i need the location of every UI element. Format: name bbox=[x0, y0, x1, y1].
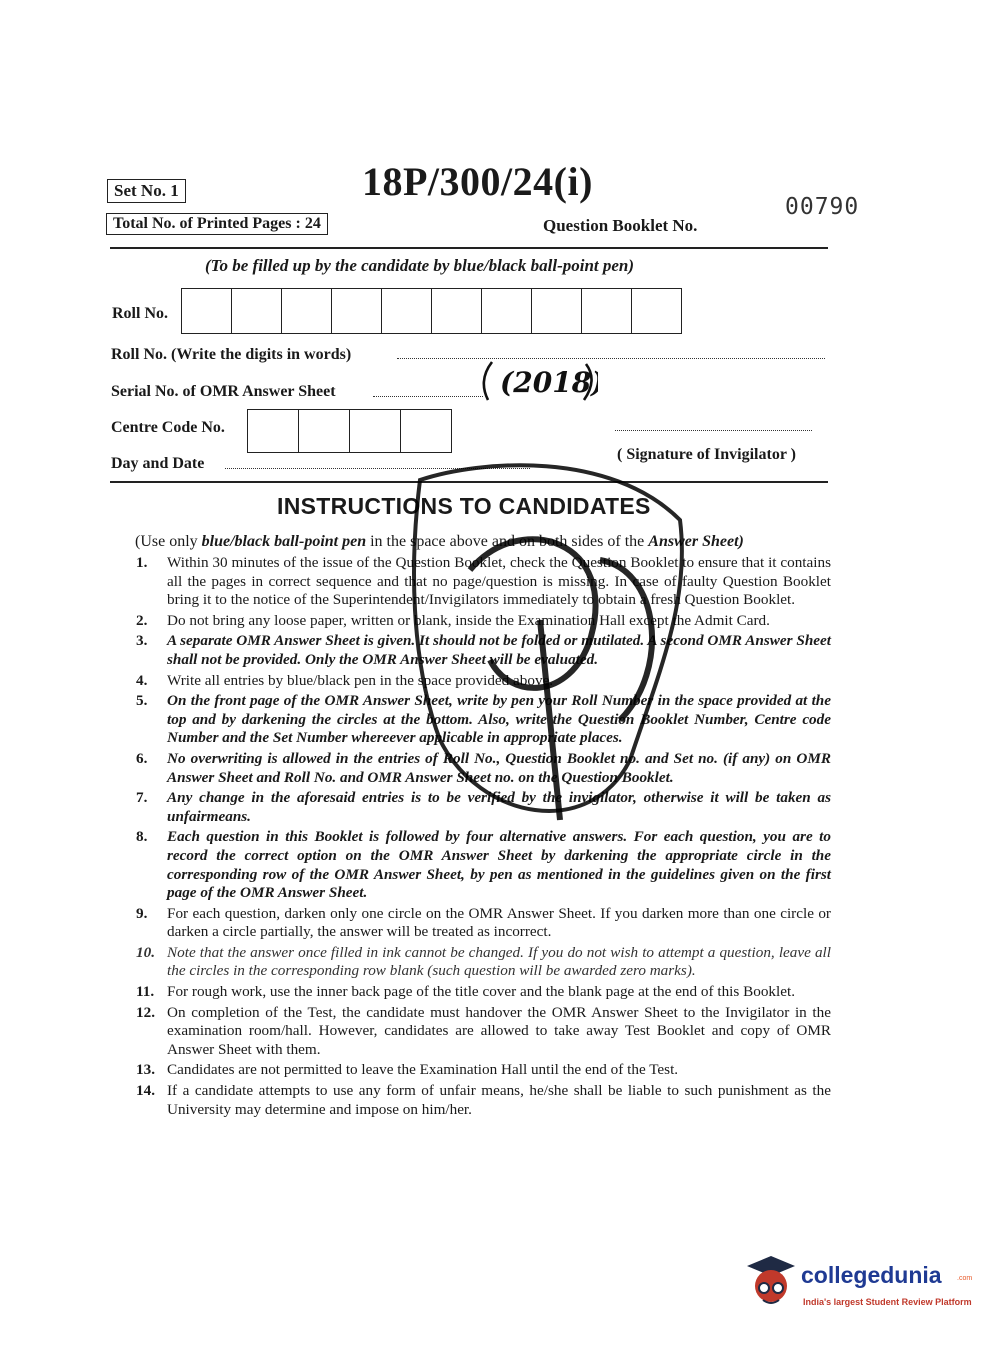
instruction-number: 11. bbox=[136, 983, 155, 1001]
roll-cell[interactable] bbox=[382, 289, 432, 333]
centre-cell[interactable] bbox=[299, 410, 350, 452]
brand-domain: .com bbox=[957, 1275, 973, 1282]
instruction-text: Any change in the aforesaid entries is to be verified by the invigilator, otherwise it will be taken as unfairmeans. bbox=[167, 789, 831, 825]
instruction-text: On the front page of the OMR Answer Sheet, write by pen your Roll Number in the space provided at the top and by darkening the circles at the bottom. Also, write the Question Booklet Number, Centre code Number and the Set Number whereever applicable in appropriate places. bbox=[167, 692, 831, 747]
centre-cell[interactable] bbox=[401, 410, 451, 452]
booklet-label: Question Booklet No. bbox=[543, 216, 698, 235]
instruction-number: 3. bbox=[136, 632, 148, 650]
booklet-number: 00790 bbox=[785, 194, 860, 220]
omr-serial-label: Serial No. of OMR Answer Sheet bbox=[111, 383, 336, 400]
instructions-heading: INSTRUCTIONS TO CANDIDATES bbox=[277, 493, 651, 519]
paper-code: 18P/300/24(i) bbox=[362, 159, 593, 204]
total-pages: Total No. of Printed Pages : 24 bbox=[113, 215, 321, 232]
handwritten-serial: (2018) bbox=[500, 366, 598, 399]
instruction-item bbox=[136, 612, 831, 631]
set-number: Set No. 1 bbox=[114, 181, 179, 200]
omr-serial-field[interactable] bbox=[373, 396, 483, 397]
instructions-list bbox=[136, 554, 831, 1121]
mascot-icon bbox=[743, 1252, 803, 1312]
centre-code-grid[interactable] bbox=[247, 409, 452, 453]
instruction-text: Do not bring any loose paper, written or blank, inside the Examination Hall except the Admit Card. bbox=[167, 611, 770, 629]
brand-name: collegedunia bbox=[801, 1262, 942, 1288]
instruction-number: 2. bbox=[136, 611, 148, 629]
instruction-text: For each question, darken only one circle on the OMR Answer Sheet. If you darken more than one circle or darken a circle partially, the answer will be treated as incorrect. bbox=[167, 904, 831, 941]
day-date-label: Day and Date bbox=[111, 455, 205, 472]
roll-words-field[interactable] bbox=[397, 358, 825, 359]
roll-no-label: Roll No. bbox=[112, 305, 168, 322]
instruction-text: On completion of the Test, the candidate must handover the OMR Answer Sheet to the Invigilator in the examination room/hall. However, candidates are allowed to take away Test Booklet and copy of OMR Answer Sheet with them. bbox=[167, 1003, 831, 1058]
instruction-number: 13. bbox=[136, 1061, 155, 1079]
set-number-box bbox=[107, 179, 186, 203]
centre-code-label: Centre Code No. bbox=[111, 419, 225, 436]
roll-cell[interactable] bbox=[632, 289, 681, 333]
divider-form bbox=[110, 481, 828, 483]
use-note-bold: blue/black ball-point pen bbox=[201, 533, 367, 550]
brand-tagline: India's largest Student Review Platform bbox=[803, 1297, 972, 1307]
divider-top bbox=[110, 247, 828, 249]
roll-cell[interactable] bbox=[182, 289, 232, 333]
roll-cell[interactable] bbox=[282, 289, 332, 333]
roll-cell[interactable] bbox=[332, 289, 382, 333]
instruction-number: 10. bbox=[136, 943, 155, 961]
handwritten-serial-mark bbox=[478, 358, 598, 404]
use-note-pre: (Use only bbox=[135, 533, 202, 550]
instruction-number: 12. bbox=[136, 1003, 155, 1021]
instruction-item bbox=[136, 1004, 831, 1060]
roll-cell[interactable] bbox=[482, 289, 532, 333]
instruction-text: Each question in this Booklet is followed by four alternative answers. For each question, you are to record the correct option on the OMR Answer Sheet by darkening the appropriate circle in the corresponding row of the OMR Answer Sheet, by pen as mentioned in the guidelines given on the first page of the OMR Answer Sheet. bbox=[167, 828, 831, 902]
roll-no-grid[interactable] bbox=[181, 288, 682, 334]
instruction-text: If a candidate attempts to use any form of unfair means, he/she shall be liable to such punishment as the University may determine and impose on him/her. bbox=[167, 1082, 831, 1118]
day-date-field[interactable] bbox=[225, 468, 530, 469]
centre-cell[interactable] bbox=[248, 410, 299, 452]
signature-field[interactable] bbox=[615, 430, 812, 431]
instruction-item bbox=[136, 692, 831, 748]
instruction-item bbox=[136, 983, 831, 1002]
roll-words-label: Roll No. (Write the digits in words) bbox=[111, 346, 352, 363]
instruction-item bbox=[136, 672, 831, 691]
instruction-number: 9. bbox=[136, 904, 148, 922]
instruction-item bbox=[136, 554, 831, 610]
instruction-item bbox=[136, 944, 831, 981]
instruction-text: No overwriting is allowed in the entries of Roll No., Question Booklet no. and Set no. (if any) on OMR Answer Sheet and Roll No. and OMR Answer Sheet no. on the Question Booklet. bbox=[167, 749, 831, 786]
instruction-number: 8. bbox=[136, 828, 148, 846]
instruction-item bbox=[136, 789, 831, 826]
instruction-number: 6. bbox=[136, 749, 148, 767]
fill-note: (To be filled up by the candidate by blue/black ball-point pen) bbox=[205, 256, 635, 275]
instruction-text: For rough work, use the inner back page of the title cover and the blank page at the end of this Booklet. bbox=[167, 983, 795, 1001]
instruction-number: 14. bbox=[136, 1082, 155, 1100]
instruction-text: Note that the answer once filled in ink cannot be changed. If you do not wish to attempt a question, leave all the circles in the corresponding row blank (such question will be awarded zero marks). bbox=[167, 943, 831, 980]
instruction-text: Write all entries by blue/black pen in the space provided above. bbox=[167, 671, 554, 689]
instruction-item bbox=[136, 1082, 831, 1119]
instruction-item bbox=[136, 750, 831, 787]
roll-cell[interactable] bbox=[232, 289, 282, 333]
centre-cell[interactable] bbox=[350, 410, 401, 452]
use-note-post: in the space above and on both sides of the bbox=[366, 533, 649, 550]
instruction-text: Candidates are not permitted to leave the Examination Hall until the end of the Test. bbox=[167, 1061, 679, 1079]
signature-label: ( Signature of Invigilator ) bbox=[617, 446, 796, 463]
total-pages-box bbox=[106, 213, 328, 235]
roll-cell[interactable] bbox=[432, 289, 482, 333]
use-note bbox=[135, 533, 744, 551]
instruction-number: 4. bbox=[136, 671, 148, 689]
instruction-number: 1. bbox=[136, 554, 148, 571]
roll-cell[interactable] bbox=[582, 289, 632, 333]
roll-cell[interactable] bbox=[532, 289, 582, 333]
instruction-text: A separate OMR Answer Sheet is given. It should not be folded or mutilated. A second OMR Answer Sheet shall not be provided. Only the OMR Answer Sheet will be evaluated. bbox=[167, 632, 831, 668]
instruction-item bbox=[136, 905, 831, 942]
instruction-number: 7. bbox=[136, 789, 148, 807]
instruction-item bbox=[136, 1061, 831, 1080]
instruction-item bbox=[136, 828, 831, 902]
use-note-end: Answer Sheet) bbox=[648, 533, 744, 550]
instruction-text: Within 30 minutes of the issue of the Question Booklet, check the Question Booklet to ensure that it contains all the pages in correct sequence and that no page/question is missing. In case of faulty Question Booklet bring it to the notice of the Superintendent/Invigilators immediately to obtain a fresh Question Booklet. bbox=[167, 554, 831, 609]
instruction-number: 5. bbox=[136, 692, 148, 710]
instruction-item bbox=[136, 632, 831, 669]
